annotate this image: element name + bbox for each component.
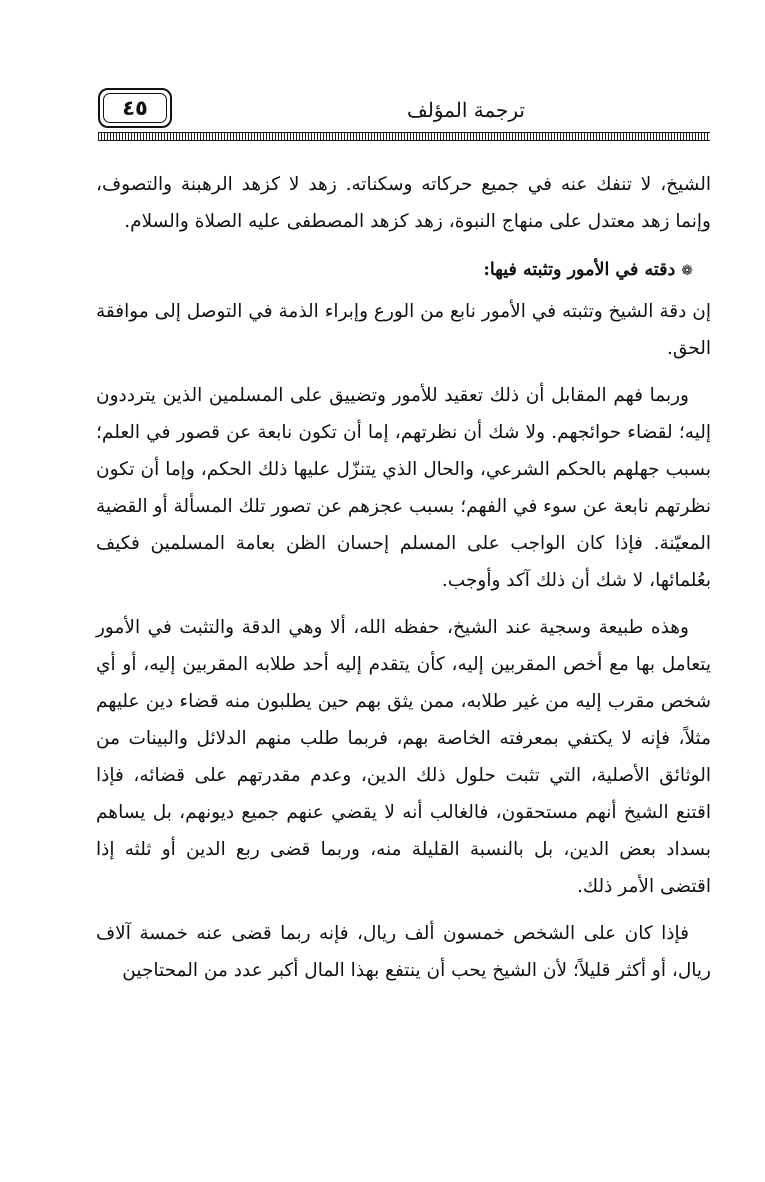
page-number-frame <box>98 88 172 128</box>
section-heading-text: دقته في الأمور وتثبته فيها: <box>483 260 676 280</box>
running-title: ترجمة المؤلف <box>407 98 525 122</box>
paragraph-2: إن دقة الشيخ وتثبته في الأمور نابع من الورع وإبراء الذمة في التوصل إلى موافقة الحق. <box>96 301 711 359</box>
body-text <box>96 166 711 999</box>
header-rule <box>98 132 710 141</box>
section-heading <box>96 252 711 289</box>
paragraph-1: الشيخ، لا تنفك عنه في جميع حركاته وسكناته. زهد لا كزهد الرهبنة والتصوف، وإنما زهد معتدل على منهاج النبوة، زهد كزهد المصطفى عليه الصلاة والسلام. <box>96 174 711 232</box>
paragraph-5: فإذا كان على الشخص خمسون ألف ريال، فإنه ربما قضى عنه خمسة آلاف ريال، أو أكثر قليلاً؛ لأن الشيخ يحب أن ينتفع بهذا المال أكبر عدد من المحتاجين <box>96 923 711 981</box>
page-number: ٤٥ <box>122 96 148 120</box>
flower-ornament-icon: ❁ <box>681 262 693 279</box>
paragraph-4: وهذه طبيعة وسجية عند الشيخ، حفظه الله، ألا وهي الدقة والتثبت في الأمور يتعامل بها مع أخص المقربين إليه، كأن يتقدم إليه أحد طلابه المقربين إليه، أو أي شخص مقرب إليه من غير طلابه، ممن يثق بهم حين يطلبون منه قضاء دين عليهم مثلاً، فإنه لا يكتفي بمعرفته الخاصة بهم، فربما طلب منهم الدلائل والبينات من الوثائق الأصلية، التي تثبت حلول ذلك الدين، وعدم مقدرتهم على قضائه، فإذا اقتنع الشيخ أنهم مستحقون، فالغالب أنه لا يقضي عنهم جميع ديونهم، بل يساهم بسداد بعض الدين، بل بالنسبة القليلة منه، وربما قضى ربع الدين أو ثلثه إذا اقتضى الأمر ذلك. <box>96 617 711 897</box>
running-header <box>98 88 710 140</box>
paragraph-3: وربما فهم المقابل أن ذلك تعقيد للأمور وتضييق على المسلمين الذين يترددون إليه؛ لقضاء حوائجهم. ولا شك أن نظرتهم، إما أن تكون نابعة عن قصور في العلم؛ بسبب جهلهم بالحكم الشرعي، والحال الذي يتنزّل عليها ذلك الحكم، وإما أن تكون نظرتهم نابعة عن سوء في الفهم؛ بسبب عجزهم عن تصور تلك المسألة أو القضية المعيّنة. فإذا كان الواجب على المسلم إحسان الظن بعامة المسلمين فكيف بعُلمائها، لا شك أن ذلك آكد وأوجب. <box>96 385 711 591</box>
